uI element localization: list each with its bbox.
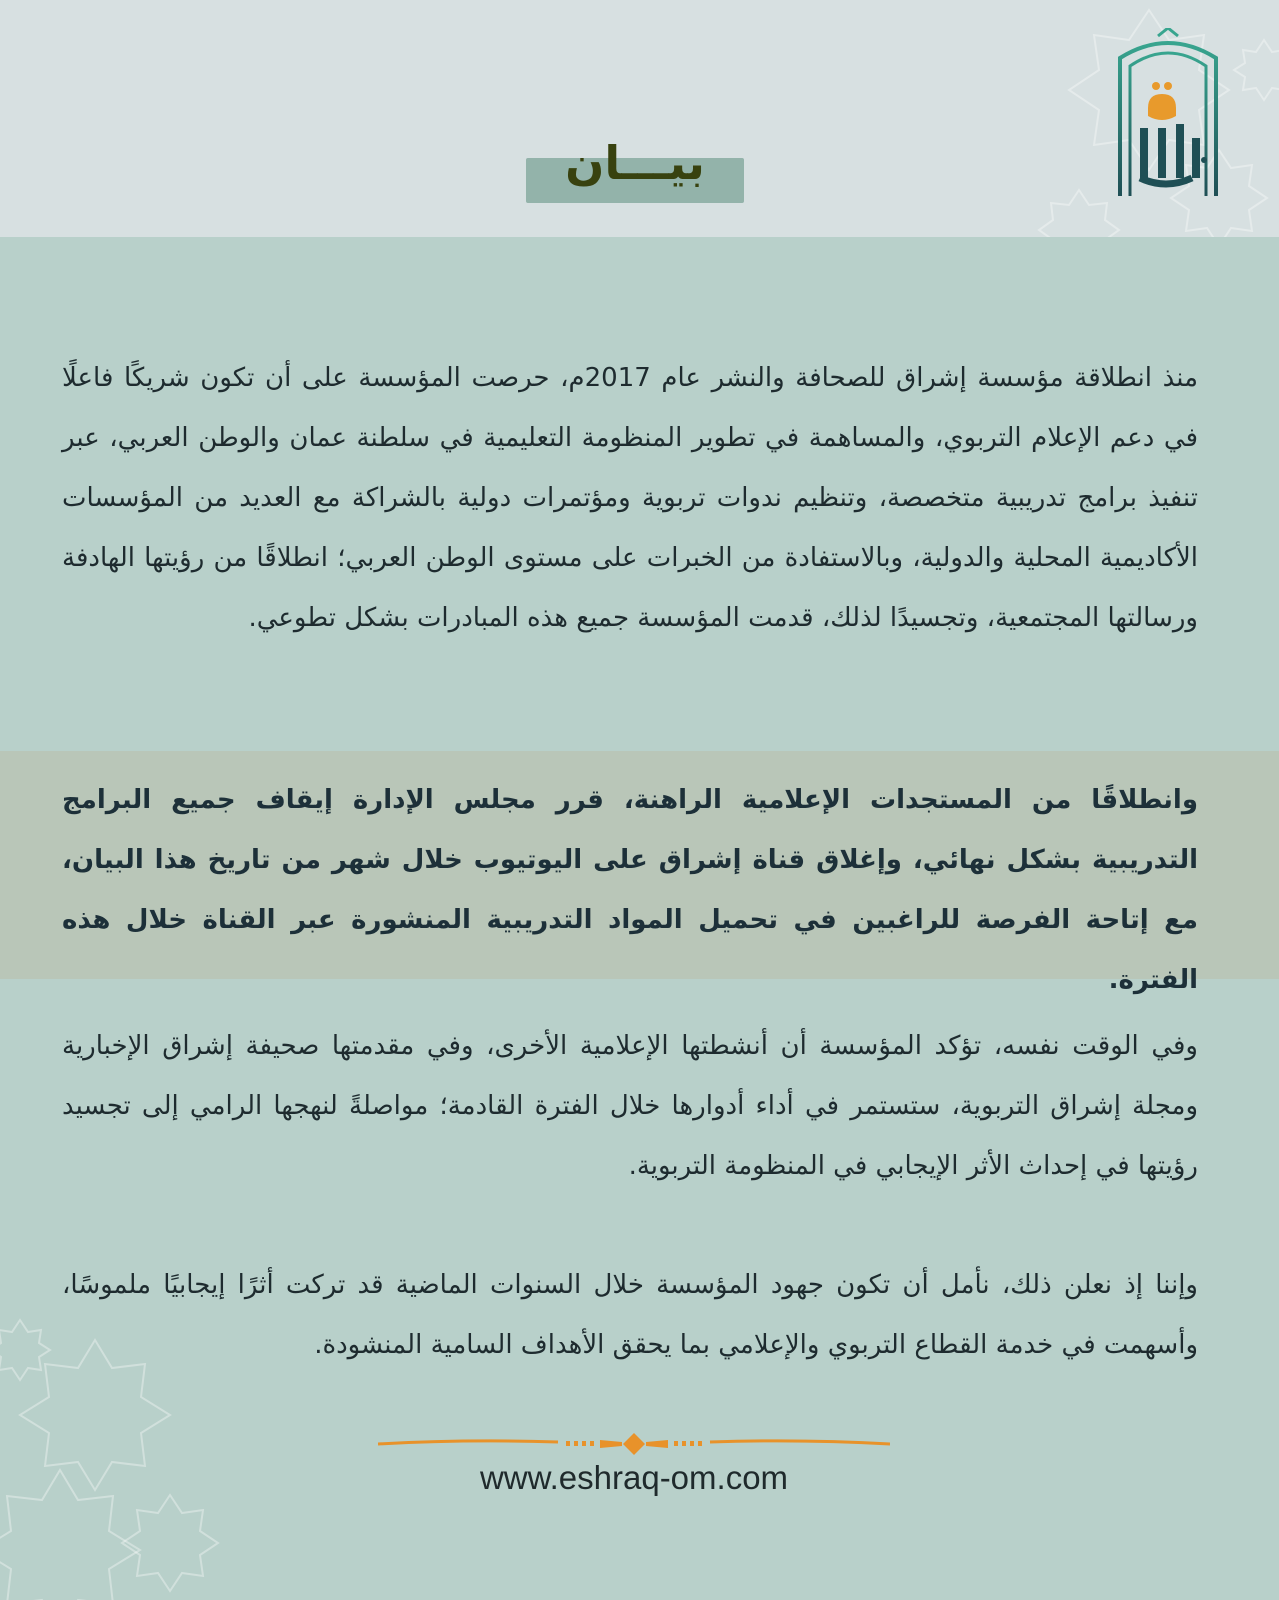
header-area [0, 0, 1279, 237]
eshraq-logo [1118, 28, 1218, 200]
ornamental-divider [378, 1430, 890, 1458]
page-title: بيـــان [565, 136, 705, 190]
continuation-paragraph: وفي الوقت نفسه، تؤكد المؤسسة أن أنشطتها الإعلامية الأخرى، وفي مقدمتها صحيفة إشراق الإخبارية ومجلة إشراق التربوية، ستستمر في أداء أدوارها خلال الفترة القادمة؛ مواصلةً لنهجها الرامي إلى تجسيد رؤيتها في إحداث الأثر الإيجابي في المنظومة التربوية. [62, 1031, 1198, 1181]
closing-paragraph: وإننا إذ نعلن ذلك، نأمل أن تكون جهود المؤسسة خلال السنوات الماضية قد تركت أثرًا إيجابيًا ملموسًا، وأسهمت في خدمة القطاع التربوي والإعلامي بما يحقق الأهداف السامية المنشودة. [62, 1270, 1198, 1360]
intro-paragraph: منذ انطلاقة مؤسسة إشراق للصحافة والنشر عام 2017م، حرصت المؤسسة على أن تكون شريكًا فاعلًا في دعم الإعلام التربوي، والمساهمة في تطوير المنظومة التعليمية في سلطنة عمان والوطن العربي، عبر تنفيذ برامج تدريبية متخصصة، وتنظيم ندوات تربوية ومؤتمرات دولية بالشراكة مع العديد من المؤسسات الأكاديمية المحلية والدولية، وبالاستفادة من الخبرات على مستوى الوطن العربي؛ انطلاقًا من رؤيتها الهادفة ورسالتها المجتمعية، وتجسيدًا لذلك، قدمت المؤسسة جميع هذه المبادرات بشكل تطوعي. [62, 363, 1198, 633]
announcement-paragraph: وانطلاقًا من المستجدات الإعلامية الراهنة، قرر مجلس الإدارة إيقاف جميع البرامج التدريبية بشكل نهائي، وإغلاق قناة إشراق على اليوتيوب خلال شهر من تاريخ هذا البيان، مع إتاحة الفرصة للراغبين في تحميل المواد التدريبية المنشورة عبر القناة خلال هذه الفترة. [62, 785, 1198, 995]
website-link[interactable]: www.eshraq-om.com [479, 1459, 789, 1496]
